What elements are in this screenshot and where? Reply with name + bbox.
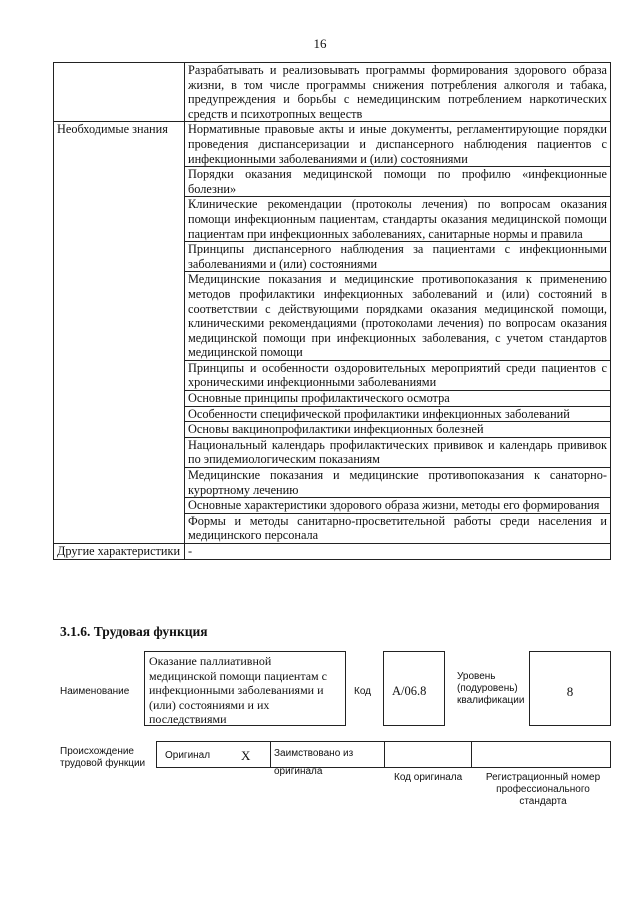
- row-text: Медицинские показания и медицинские противопоказания к санаторно-курортному лечению: [185, 468, 611, 498]
- original-cell: [156, 741, 271, 768]
- origin-label: Происхождение трудовой функции: [60, 746, 146, 769]
- knowledge-table-body: [54, 63, 611, 560]
- row-text: Основные принципы профилактического осмотра: [185, 391, 611, 407]
- row-text: Принципы и особенности оздоровительных мероприятий среди пациентов с хроническими инфекционными заболеваниями: [185, 360, 611, 390]
- borrowed-cell: [270, 741, 385, 777]
- row-text: Особенности специфической профилактики инфекционных заболеваний: [185, 406, 611, 422]
- code-label: Код: [354, 686, 372, 697]
- row-text: Национальный календарь профилактических прививок и календарь прививок по эпидемиологическим показаниям: [185, 437, 611, 467]
- knowledge-table: [53, 62, 611, 560]
- table-row: [54, 63, 611, 122]
- code-value: А/06.8: [392, 684, 427, 698]
- row-text: Принципы диспансерного наблюдения за пациентами с инфекционными заболеваниями и (или) состояниями: [185, 242, 611, 272]
- row-text: Разрабатывать и реализовывать программы формирования здорового образа жизни, в том числе программы снижения потребления алкоголя и табака, предупреждения и борьбы с немедицинским потреблением наркотических средств и психотропных веществ: [185, 63, 611, 122]
- row-text: Нормативные правовые акты и иные документы, регламентирующие порядки проведения диспансеризации и диспансерного наблюдения пациентов с инфекционными заболеваниями и (или) состояниями: [185, 122, 611, 167]
- row-text: Основные характеристики здорового образа жизни, методы его формирования: [185, 498, 611, 514]
- row-text: Клинические рекомендации (протоколы лечения) по вопросам оказания помощи инфекционным пациентам, стандарты оказания медицинской помощи пациентам при инфекционных заболеваниях, санитарные нормы и правила: [185, 197, 611, 242]
- row-text: -: [185, 544, 611, 560]
- table-row: [54, 122, 611, 167]
- function-name-value: Оказание паллиативной медицинской помощи пациентам с инфекционными заболеваниями и (или) состояниями и их последствиями: [149, 654, 327, 726]
- page-number: 16: [313, 36, 327, 51]
- reg-number-caption: Регистрационный номер профессионального стандарта: [485, 772, 601, 807]
- table-row: [54, 544, 611, 560]
- function-name-box: [144, 651, 346, 726]
- reg-number-cell: [471, 741, 611, 768]
- row-label: Необходимые знания: [54, 122, 185, 544]
- section-title: 3.1.6. Трудовая функция: [60, 624, 208, 639]
- code-original-cell: [384, 741, 472, 768]
- original-label: Оригинал: [165, 750, 211, 761]
- row-label: Другие характеристики: [54, 544, 185, 560]
- borrowed-label: Заимствовано из оригинала: [274, 748, 354, 777]
- row-text: Порядки оказания медицинской помощи по профилю «инфекционные болезни»: [185, 167, 611, 197]
- code-original-caption: Код оригинала: [394, 772, 463, 783]
- level-label: Уровень (подуровень) квалификации: [457, 671, 525, 706]
- row-label: [54, 63, 185, 122]
- original-mark: X: [241, 748, 251, 763]
- level-value-box: [529, 651, 611, 726]
- row-text: Основы вакцинопрофилактики инфекционных болезней: [185, 422, 611, 438]
- row-text: Формы и методы санитарно-просветительной работы среди населения и медицинского персонала: [185, 513, 611, 543]
- row-text: Медицинские показания и медицинские противопоказания к применению методов профилактики инфекционных заболеваний и (или) состояний в соответствии с действующими порядками оказания медицинской помощи, клиническими рекомендациями (протоколами лечения) по вопросам оказания медицинской помощи при инфекционных заболевания, с учетом стандартов медицинской помощи: [185, 272, 611, 361]
- code-value-box: [383, 651, 445, 726]
- level-value: 8: [566, 684, 574, 699]
- name-label: Наименование: [60, 686, 130, 697]
